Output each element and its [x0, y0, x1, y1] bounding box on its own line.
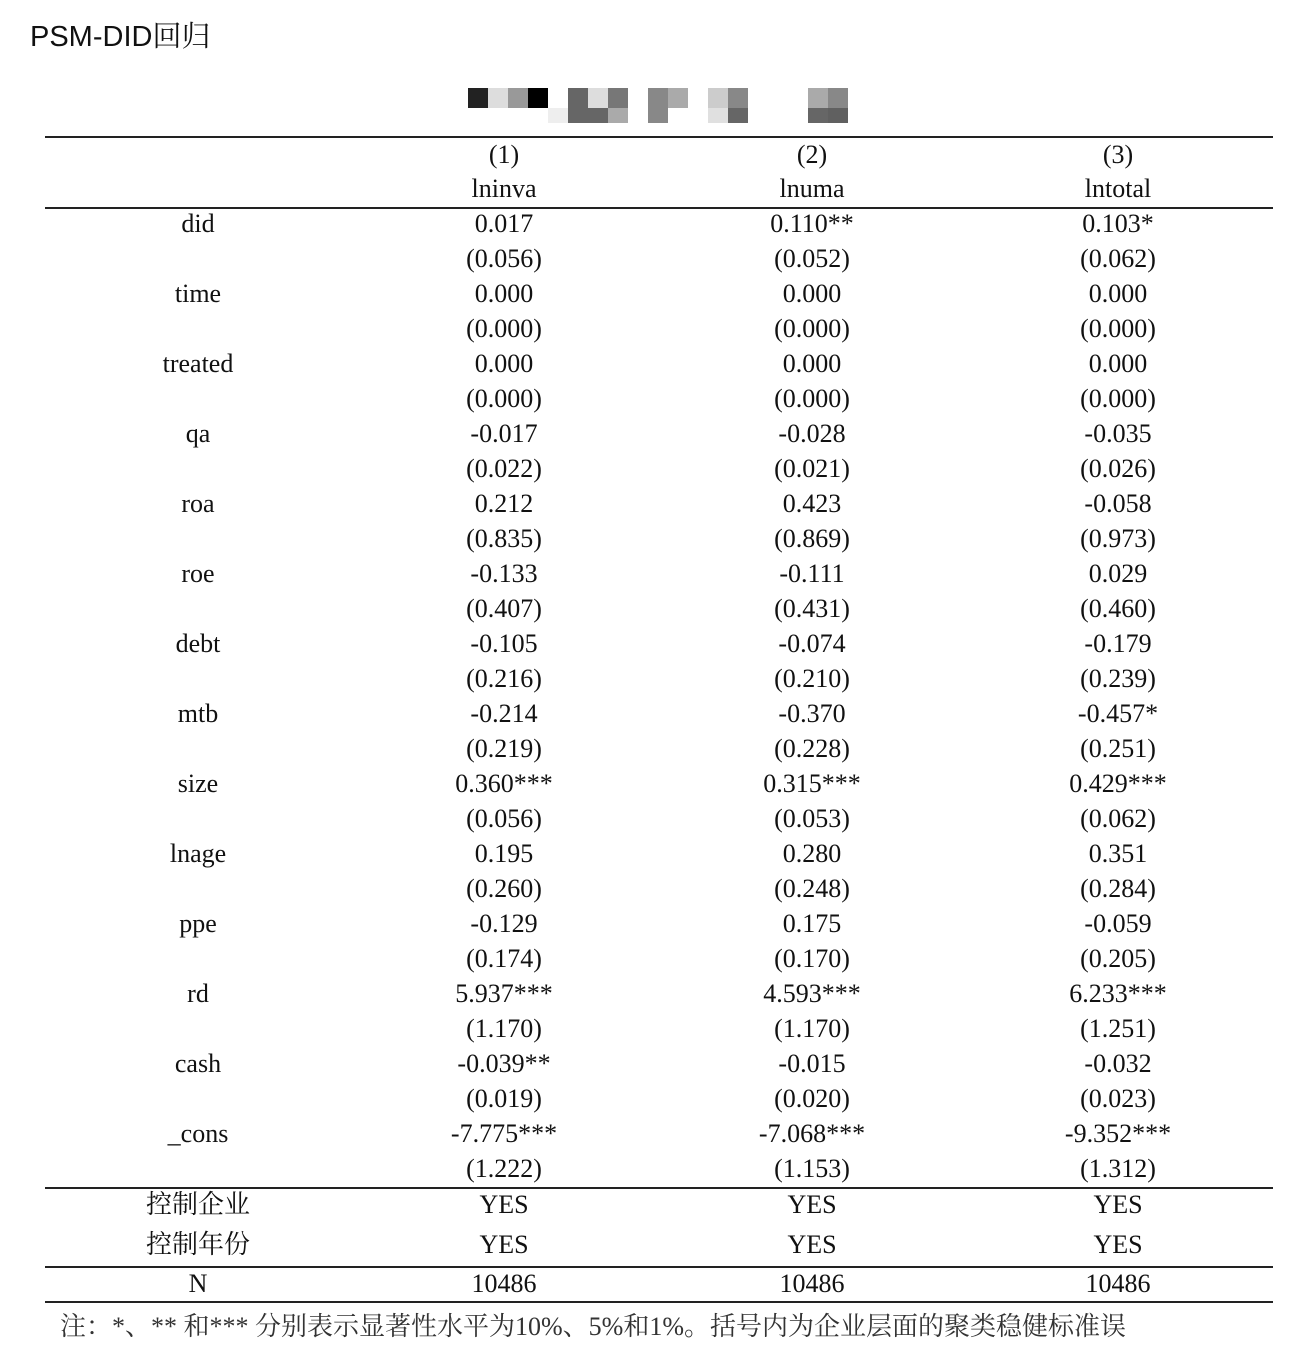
blur-block — [708, 108, 728, 123]
coefficient: -0.017 — [470, 419, 538, 448]
table-note: 注：*、** 和*** 分别表示显著性水平为10%、5%和1%。括号内为企业层面的聚类稳健标准误 — [60, 1312, 1126, 1341]
coefficient: -0.179 — [1084, 629, 1152, 658]
coefficient: 0.110** — [770, 209, 854, 238]
coefficient: 0.351 — [1088, 839, 1148, 868]
coefficient: -0.028 — [778, 419, 846, 448]
standard-error: (0.431) — [774, 594, 850, 623]
standard-error: (0.248) — [774, 874, 850, 903]
standard-error: (1.153) — [774, 1154, 850, 1183]
page-title: PSM-DID回归 — [30, 21, 211, 53]
control-value: YES — [1093, 1230, 1143, 1259]
coefficient: 0.212 — [474, 489, 534, 518]
blur-block — [588, 108, 608, 123]
standard-error: (0.000) — [774, 314, 850, 343]
standard-error: (0.020) — [774, 1084, 850, 1113]
row-label: ppe — [179, 909, 217, 938]
column-number: (2) — [796, 140, 828, 169]
coefficient: -0.111 — [779, 559, 845, 588]
standard-error: (0.052) — [774, 244, 850, 273]
coefficient: -0.032 — [1084, 1049, 1152, 1078]
standard-error: (1.170) — [466, 1014, 542, 1043]
row-label: qa — [185, 419, 211, 448]
blur-block — [668, 88, 688, 108]
standard-error: (0.062) — [1080, 804, 1156, 833]
blur-block — [728, 108, 748, 123]
standard-error: (0.228) — [774, 734, 850, 763]
standard-error: (1.312) — [1080, 1154, 1156, 1183]
blur-block — [588, 88, 608, 108]
blur-block — [468, 88, 488, 108]
coefficient: -0.015 — [778, 1049, 846, 1078]
blur-block — [648, 108, 668, 123]
coefficient: -0.129 — [470, 909, 538, 938]
standard-error: (0.210) — [774, 664, 850, 693]
coefficient: 0.000 — [474, 279, 534, 308]
coefficient: -0.214 — [470, 699, 538, 728]
coefficient: -7.068*** — [758, 1119, 866, 1148]
row-label: _cons — [167, 1119, 229, 1148]
standard-error: (1.222) — [466, 1154, 542, 1183]
blur-block — [708, 88, 728, 108]
blur-block — [808, 108, 828, 123]
coefficient: 0.429*** — [1069, 769, 1167, 798]
column-number: (3) — [1102, 140, 1134, 169]
blur-block — [648, 88, 668, 108]
row-label: time — [174, 279, 222, 308]
standard-error: (1.251) — [1080, 1014, 1156, 1043]
coefficient: -0.074 — [778, 629, 846, 658]
coefficient: -0.105 — [470, 629, 538, 658]
standard-error: (0.216) — [466, 664, 542, 693]
control-value: YES — [787, 1190, 837, 1219]
standard-error: (0.219) — [466, 734, 542, 763]
n-label: N — [188, 1269, 208, 1298]
coefficient: 0.000 — [782, 279, 842, 308]
table-rule — [45, 1187, 1273, 1189]
control-value: YES — [479, 1230, 529, 1259]
standard-error: (0.000) — [466, 314, 542, 343]
standard-error: (0.170) — [774, 944, 850, 973]
control-value: YES — [787, 1230, 837, 1259]
standard-error: (0.062) — [1080, 244, 1156, 273]
standard-error: (0.000) — [1080, 314, 1156, 343]
row-label: mtb — [177, 699, 219, 728]
coefficient: -0.039** — [457, 1049, 551, 1078]
blur-block — [508, 88, 528, 108]
row-label: did — [181, 209, 215, 238]
coefficient: 0.029 — [1088, 559, 1148, 588]
row-label: rd — [187, 979, 209, 1008]
blur-block — [608, 88, 628, 108]
coefficient: 0.315*** — [763, 769, 861, 798]
standard-error: (0.407) — [466, 594, 542, 623]
n-value: 10486 — [1085, 1269, 1151, 1298]
blur-block — [828, 108, 848, 123]
column-header: lnuma — [779, 174, 845, 203]
coefficient: -0.059 — [1084, 909, 1152, 938]
row-label: roe — [181, 559, 215, 588]
standard-error: (0.000) — [774, 384, 850, 413]
column-number: (1) — [488, 140, 520, 169]
blur-block — [608, 108, 628, 123]
n-value: 10486 — [779, 1269, 845, 1298]
table-rule — [45, 1266, 1273, 1268]
row-label: cash — [174, 1049, 222, 1078]
row-label: size — [177, 769, 219, 798]
row-label: treated — [162, 349, 234, 378]
standard-error: (0.239) — [1080, 664, 1156, 693]
standard-error: (0.026) — [1080, 454, 1156, 483]
column-header: lntotal — [1084, 174, 1152, 203]
row-label: lnage — [169, 839, 227, 868]
coefficient: -0.457* — [1077, 699, 1159, 728]
n-value: 10486 — [471, 1269, 537, 1298]
standard-error: (0.174) — [466, 944, 542, 973]
coefficient: 0.175 — [782, 909, 842, 938]
blur-block — [728, 88, 748, 108]
coefficient: 0.280 — [782, 839, 842, 868]
standard-error: (0.869) — [774, 524, 850, 553]
coefficient: 6.233*** — [1069, 979, 1167, 1008]
coefficient: 0.103* — [1082, 209, 1154, 238]
coefficient: -7.775*** — [450, 1119, 558, 1148]
standard-error: (0.019) — [466, 1084, 542, 1113]
coefficient: 0.017 — [474, 209, 534, 238]
coefficient: 0.000 — [474, 349, 534, 378]
coefficient: 0.195 — [474, 839, 534, 868]
control-label: 控制年份 — [145, 1230, 250, 1259]
standard-error: (0.284) — [1080, 874, 1156, 903]
blur-block — [808, 88, 828, 108]
standard-error: (0.056) — [466, 244, 542, 273]
coefficient: 0.423 — [782, 489, 842, 518]
standard-error: (0.973) — [1080, 524, 1156, 553]
table-rule — [45, 136, 1273, 138]
coefficient: 0.000 — [1088, 279, 1148, 308]
blur-block — [568, 88, 588, 108]
table-rule — [45, 1301, 1273, 1303]
control-value: YES — [479, 1190, 529, 1219]
coefficient: -0.058 — [1084, 489, 1152, 518]
control-label: 控制企业 — [145, 1190, 250, 1219]
coefficient: 0.000 — [1088, 349, 1148, 378]
coefficient: -9.352*** — [1064, 1119, 1172, 1148]
coefficient: 5.937*** — [455, 979, 553, 1008]
coefficient: -0.035 — [1084, 419, 1152, 448]
standard-error: (0.460) — [1080, 594, 1156, 623]
coefficient: 4.593*** — [763, 979, 861, 1008]
standard-error: (0.021) — [774, 454, 850, 483]
standard-error: (0.205) — [1080, 944, 1156, 973]
coefficient: 0.360*** — [455, 769, 553, 798]
standard-error: (0.053) — [774, 804, 850, 833]
blur-block — [488, 88, 508, 108]
standard-error: (0.056) — [466, 804, 542, 833]
control-value: YES — [1093, 1190, 1143, 1219]
blur-block — [828, 88, 848, 108]
standard-error: (0.260) — [466, 874, 542, 903]
coefficient: 0.000 — [782, 349, 842, 378]
standard-error: (0.000) — [1080, 384, 1156, 413]
coefficient: -0.370 — [778, 699, 846, 728]
standard-error: (0.022) — [466, 454, 542, 483]
standard-error: (1.170) — [774, 1014, 850, 1043]
blur-block — [548, 108, 568, 123]
row-label: debt — [175, 629, 221, 658]
column-header: lninva — [471, 174, 537, 203]
blur-block — [528, 88, 548, 108]
blur-block — [568, 108, 588, 123]
coefficient: -0.133 — [470, 559, 538, 588]
standard-error: (0.000) — [466, 384, 542, 413]
row-label: roa — [181, 489, 215, 518]
standard-error: (0.023) — [1080, 1084, 1156, 1113]
standard-error: (0.835) — [466, 524, 542, 553]
standard-error: (0.251) — [1080, 734, 1156, 763]
